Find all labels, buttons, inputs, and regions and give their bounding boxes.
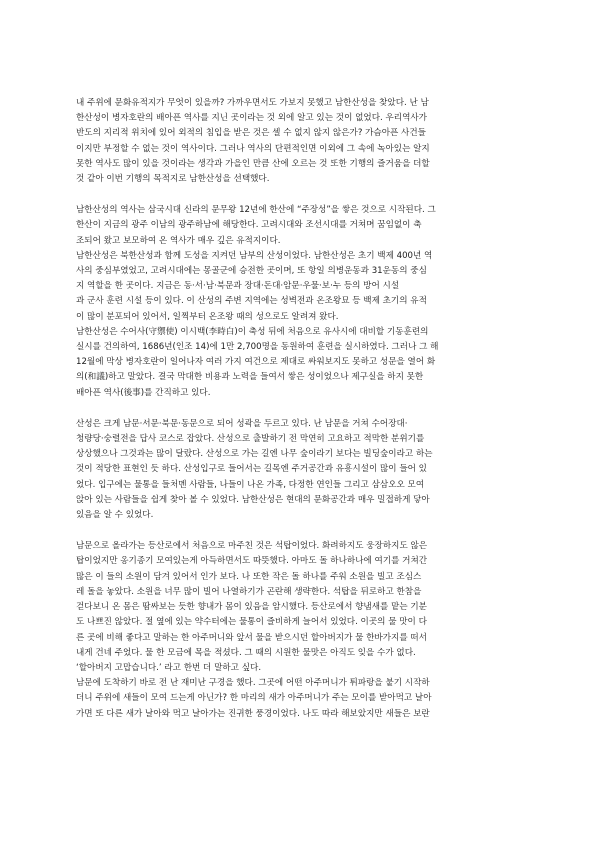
paragraph (76, 417, 517, 523)
paragraph (76, 539, 517, 721)
text-line: 걷다보니 온 몸은 땀싸보는 듯한 향내가 몸이 있음을 암시했다. 등산로에서 향냄새를 맡는 기분 (76, 602, 427, 613)
text-line: 남한산성의 역사는 삼국시대 신라의 문무왕 12년에 한산에 “주장성”을 쌓은 것으로 시작된다. 그 (76, 205, 436, 216)
text-line: 실시를 건의하여, 1686년(인조 14)에 1만 2,700명을 동원하여 훈련을 실시하였다. 그러나 그 해 (76, 342, 439, 353)
text-line: 것 같아 이번 기행의 목적지로 남한산성을 선택했다. (76, 174, 270, 185)
text-line: 배아픈 역사(後事)를 간직하고 있다. (76, 387, 211, 398)
text-line: 많은 이 들의 소원이 담겨 있어서 인가 보다. 나 또한 작은 돌 하나를 주워 소원을 빌고 조심스 (76, 571, 422, 582)
text-line: 있음을 알 수 있었다. (76, 510, 154, 521)
text-line: 었다. 입구에는 물통을 들처멘 사람들, 나들이 나온 가족, 다정한 연인들 그리고 삼삼오오 모여 (76, 479, 425, 490)
text-line: 12월에 막상 병자호란이 일어나자 여러 가지 여건으로 제대로 싸워보지도 못하고 성문을 열어 화 (76, 357, 436, 368)
text-line: 남한산성은 북한산성과 함께 도성을 지켜던 남부의 산성이었다. 남한산성은 초기 백제 400년 역 (76, 250, 433, 261)
text-line: ‘할아버지 고맙습니다.’ 라고 한번 더 말하고 싶다. (76, 662, 262, 673)
text-line: 탑이었지만 옹기종기 모여있는게 아득하면서도 따뜻했다. 아마도 돌 하나하나에 여기를 거쳐간 (76, 556, 428, 567)
text-line: 청량당·숭렬전을 답사 코스로 잡았다. 산성으로 출발하기 전 막연히 고요하고 적막한 분위기를 (76, 434, 425, 445)
text-line: 반도의 지리적 위치에 있어 외적의 침입을 받은 것은 셀 수 없지 않지 않은가? 가슴아픈 사건들 (76, 128, 426, 139)
text-line: 이지만 부정할 수 없는 것이 역사이다. 그러나 역사의 단편적인면 이외에 그 속에 녹아있는 알지 (76, 143, 430, 154)
text-line: 남문에 도착하기 바로 전 난 재미난 구경을 했다. 그곳에 어떤 아주머니가 튀파랑을 붙기 시작하 (76, 678, 430, 689)
text-line: 지 역할을 한 곳이다. 지금은 동·서·남·북문과 장대·돈대·암문·우물·보·누 등의 방어 시설 (76, 281, 400, 292)
text-line: 더니 주위에 새들이 모여 드는게 아닌가? 한 마리의 새가 아주머니가 주는 모이를 받아먹고 날아 (76, 693, 432, 704)
document-body (76, 96, 517, 738)
text-line: 과 군사 훈련 시설 등이 있다. 이 산성의 주변 지역에는 성벽전과 온조왕묘 등 백제 초기의 유적 (76, 296, 427, 307)
text-line: 내게 건네 주었다. 물 한 모금에 목을 적셨다. 그 때의 시원한 물맛은 아직도 잊을 수가 없다. (76, 647, 416, 658)
text-line: 한산이 지금의 광주 이남의 광주하남에 해당한다. 고려시대와 조선시대를 거쳐며 꿈임없이 축 (76, 220, 422, 231)
text-line: 이 많이 분포되어 있어서, 일찍부터 온조왕 때의 성으로도 알려져 왔다. (76, 311, 339, 322)
text-line: 레 돌을 놓았다. 소원을 너무 많이 빌어 나열하기가 곤란해 생략한다. 석탑을 뒤로하고 한참을 (76, 586, 422, 597)
text-line: 의(和議)하고 말았다. 결국 막대한 비용과 노력을 들여서 쌓은 성이었으나 제구실을 하지 못한 (76, 372, 424, 383)
text-line: 것이 적당한 표현인 듯 하다. 산성입구로 들어서는 길목엔 주거공간과 유흥시설이 많이 들어 있 (76, 464, 427, 475)
text-line: 내 주위에 문화유적지가 무엇이 있을까? 가까우면서도 가보지 못했고 남한산성을 찾았다. 난 남 (76, 98, 429, 108)
text-line: 조되어 왔고 보모하여 온 역사가 매우 깊은 유적지이다. (76, 235, 281, 246)
text-line: 산성은 크게 남문·서문·북문·동문으로 되어 성곽을 두르고 있다. 난 남문을 거쳐 수어장대· (76, 418, 408, 429)
text-line: 남한산성은 수어사(守禦使) 이시백(李時白)이 축성 뒤에 처음으로 유사시에 대비할 기동훈련의 (76, 326, 429, 337)
text-line: 른 곳에 비해 좋다고 말하는 한 아주머니와 앞서 물을 받으시던 할아버지가 물 한바가지를 떠서 (76, 632, 427, 643)
text-line: 앉아 있는 사람들을 쉽게 찾아 볼 수 있었다. 남한산성은 현대의 문화공간과 매우 밀접하게 닿아 (76, 494, 430, 505)
paragraph (76, 203, 517, 401)
text-line: 한산성이 병자호란의 배아픈 역사를 지닌 곳이라는 것 외에 알고 있는 것이 없었다. 우리역사가 (76, 113, 427, 124)
text-line: 사의 중심부였었고, 고려시대에는 몽골군에 승전한 곳이며, 또 항일 의병운동과 31운동의 중심 (76, 266, 427, 277)
paragraph (76, 96, 517, 187)
text-line: 도 나쁘진 않았다. 절 옆에 있는 약수터에는 물통이 즐비하게 늘어서 있었다. 이곳의 물 맛이 다 (76, 617, 427, 628)
text-line: 남문으로 올라가는 등산로에서 처음으로 마주친 것은 석탑이었다. 화려하지도 웅장하지도 않은 (76, 541, 428, 552)
text-line: 가면 또 다른 새가 날아와 먹고 날아가는 진귀한 풍경이었다. 나도 따라 해보았지만 새들은 보란 (76, 708, 430, 719)
text-line: 상상했으나 그것과는 많이 달랐다. 산성으로 가는 길엔 나무 숲이라기 보다는 빌딩숲이라고 하는 (76, 449, 433, 460)
text-line: 못한 역사도 많이 있을 것이라는 생각과 가을인 만큼 산에 오르는 것 또한 기행의 즐거움을 더할 (76, 158, 430, 169)
